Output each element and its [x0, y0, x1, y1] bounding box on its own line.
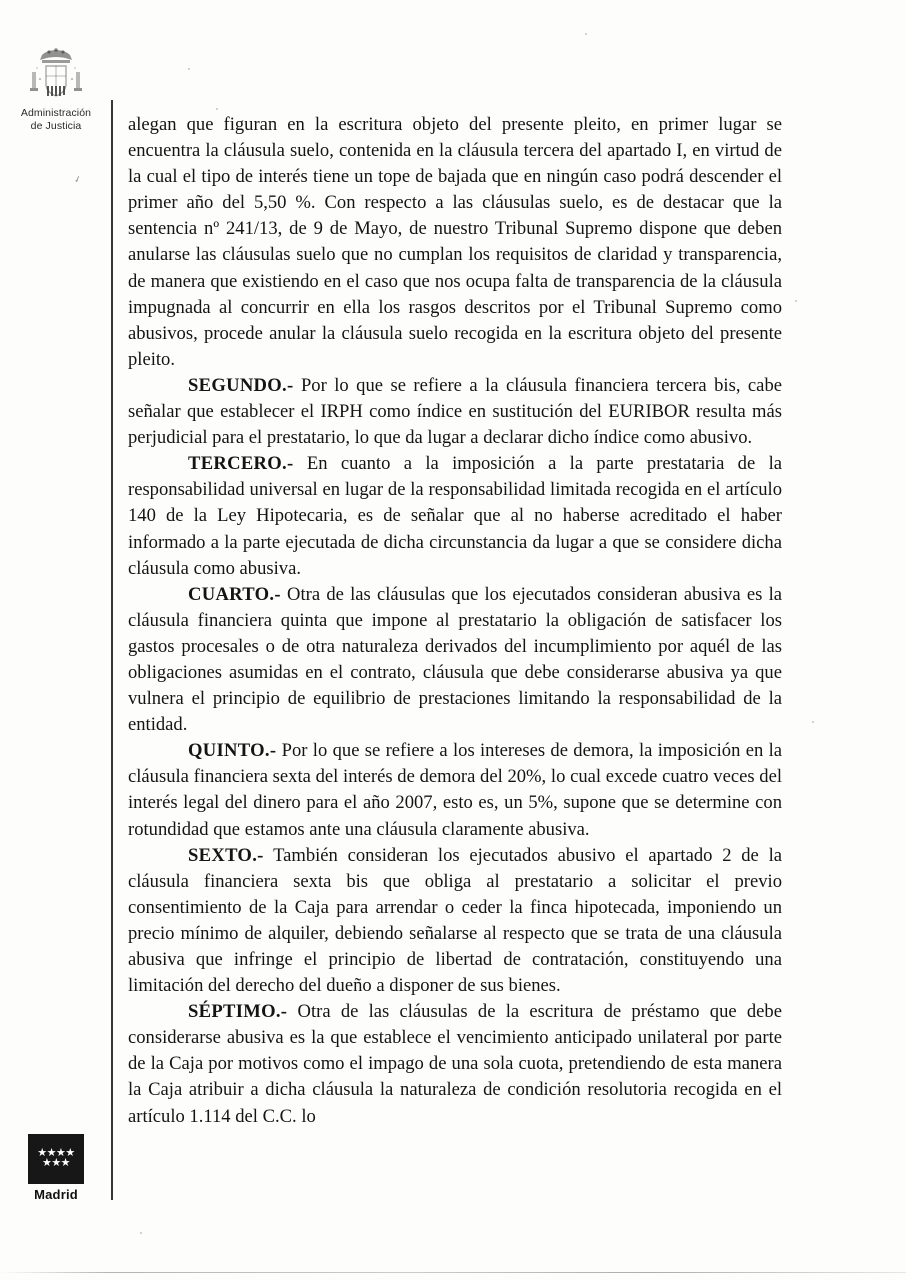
scan-speck: [795, 300, 797, 302]
paragraph-quinto: QUINTO.- Por lo que se refiere a los intereses de demora, la imposición en la cláusula financiera sexta del interés de demora del 20%, lo cual excede cuatro veces del interés legal del dinero para el año 2007, esto es, un 5%, supone que se determine con rotundidad que estamos ante una cláusula claramente abusiva.: [128, 740, 782, 840]
paragraph-primero-continuation: alegan que figuran en la escritura objeto del presente pleito, en primer lugar se encuentra la cláusula suelo, contenida en la cláusula tercera del apartado I, en virtud de la cual el tipo de interés tiene un tope de bajada que en ningún caso podrá descender el primer año del 5,50 %. Con respecto a las cláusulas suelo, es de destacar que la sentencia nº 241/13, de 9 de Mayo, de nuestro Tribunal Supremo dispone que deben anularse las cláusulas suelo que no cumplan los requisitos de claridad y transparencia, de manera que existiendo en el caso que nos ocupa falta de transparencia de la cláusula impugnada al concurrir en ella los rasgos descritos por el Tribunal Supremo como abusivos, procede anular la cláusula suelo recogida en la escritura objeto del presente pleito.: [128, 114, 782, 370]
paragraph-heading-sexto: SEXTO.-: [188, 844, 264, 866]
madrid-flag-icon: [28, 1134, 84, 1184]
margin-rule-line: [111, 100, 113, 1200]
paragraph-sexto: SEXTO.- También consideran los ejecutados abusivo el apartado 2 de la cláusula financiera sexta bis que obliga al prestatario a solicitar el previo consentimiento de la Caja para arrendar o ceder la finca hipotecada, imponiendo un precio mínimo de alquiler, debiendo señalarse al respecto que se trata de una cláusula abusiva que infringe el principio de libertad de contratación, constituyendo una limitación del derecho del dueño a disponer de sus bienes.: [128, 844, 782, 997]
paragraph-septimo: SÉPTIMO.- Otra de las cláusulas de la escritura de préstamo que debe considerarse abusiva es la que establece el vencimiento anticipado unilateral por parte de la Caja por motivos como el impago de una sola cuota, pretendiendo de esta manera la Caja atribuir a dicha cláusula la naturaleza de condición resolutoria recogida en el artículo 1.114 del C.C. lo: [128, 1001, 782, 1127]
paragraph-cuarto: CUARTO.- Otra de las cláusulas que los ejecutados consideran abusiva es la cláusula financiera quinta que impone al prestatario la obligación de satisfacer los gastos procesales o de otra naturaleza derivados del incumplimiento por aquél de las obligaciones asumidas en el contrato, cláusula que debe considerarse abusiva ya que vulnera el principio de equilibrio de prestaciones limitando la responsabilidad de la entidad.: [128, 583, 782, 736]
paragraph-heading-septimo: SÉPTIMO.-: [188, 1001, 288, 1023]
scan-stray-mark: ✓: [72, 173, 83, 186]
paragraph-heading-cuarto: CUARTO.-: [188, 583, 281, 605]
scan-speck: [216, 108, 218, 110]
madrid-community-logo: [0, 1134, 112, 1202]
emblem-caption-line-2: de Justicia: [30, 120, 82, 132]
document-sidebar: [0, 0, 112, 1280]
paragraph-segundo: SEGUNDO.- Por lo que se refiere a la cláusula financiera tercera bis, cabe señalar que establecer el IRPH como índice en sustitución del EURIBOR resulta más perjudicial para el prestatario, lo que da lugar a declarar dicho índice como abusivo.: [128, 374, 782, 449]
scan-bottom-edge: [0, 1272, 906, 1273]
paragraph-heading-segundo: SEGUNDO.-: [188, 374, 294, 396]
scan-speck: [585, 33, 587, 35]
document-body-text: [128, 112, 782, 1130]
emblem-caption-line-1: Administración: [20, 107, 92, 119]
paragraph-heading-tercero: TERCERO.-: [188, 453, 294, 475]
madrid-caption: Madrid: [34, 1187, 78, 1202]
scan-speck: [188, 68, 190, 70]
scan-speck: [140, 1232, 142, 1234]
spanish-coat-of-arms-icon: [20, 46, 92, 104]
paragraph-tercero: TERCERO.- En cuanto a la imposición a la parte prestataria de la responsabilidad universal en lugar de la responsabilidad limitada recogida en el artículo 140 de la Ley Hipotecaria, es de señalar que al no haberse acreditado el haber informado a la parte ejecutada de dicha circunstancia da lugar a que se considere dicha cláusula como abusiva.: [128, 453, 782, 579]
justice-administration-emblem: [0, 46, 112, 133]
paragraph-heading-quinto: QUINTO.-: [188, 740, 277, 762]
madrid-stars-bottom: ★★★: [41, 1156, 71, 1169]
madrid-stars-top: ★★★★: [37, 1146, 75, 1159]
scan-speck: [812, 721, 814, 723]
